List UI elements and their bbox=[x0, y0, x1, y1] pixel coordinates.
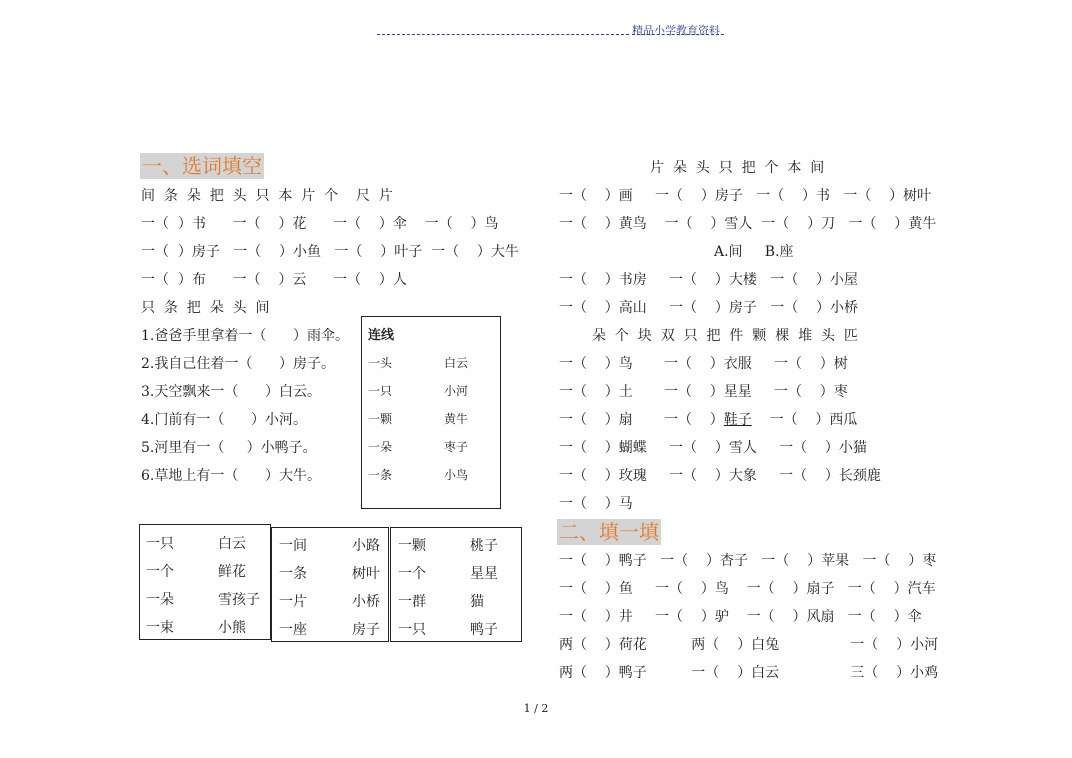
match-left: 一朵 bbox=[368, 440, 393, 454]
box-left: 一只 bbox=[146, 536, 174, 552]
fill-row: 一（ ）画 一（ ）房子 一（ ）书 一（ ）树叶 bbox=[559, 188, 932, 204]
match-right: 白云 bbox=[444, 356, 469, 370]
fill-row: 一（ ）书 一（ ）花 一（ ）伞 一（ ）鸟 bbox=[141, 216, 499, 232]
matching-box-1 bbox=[139, 524, 271, 640]
underlined-word: 鞋子 bbox=[723, 412, 752, 428]
box-left: 一颗 bbox=[398, 538, 426, 554]
match-left: 一颗 bbox=[368, 412, 393, 426]
box-left: 一只 bbox=[398, 622, 426, 638]
header-title: 精品小学教育资料 bbox=[632, 24, 720, 37]
fill-row-start: 一（ ）扇 一（ ） bbox=[559, 412, 724, 428]
fill-row: 一（ ）布 一（ ）云 一（ ）人 bbox=[141, 272, 407, 288]
fill-row: 两（ ）鸭子 一（ ）白云 三（ ）小鸡 bbox=[559, 665, 939, 681]
box-right: 小桥 bbox=[352, 594, 380, 610]
sentence: 6.草地上有一（ ）大牛。 bbox=[141, 468, 322, 484]
fill-row: 一（ ）鸟 一（ ）衣服 一（ ）树 bbox=[559, 356, 848, 372]
box-left: 一间 bbox=[279, 538, 307, 554]
fill-row: 一（ ）玫瑰 一（ ）大象 一（ ）长颈鹿 bbox=[559, 468, 881, 484]
match-right: 小鸟 bbox=[444, 468, 469, 482]
box-right: 猫 bbox=[470, 594, 484, 610]
fill-row: 一（ ）马 bbox=[559, 496, 633, 512]
box-right: 白云 bbox=[218, 536, 246, 552]
match-right: 小河 bbox=[444, 384, 469, 398]
header-underline bbox=[632, 34, 724, 35]
box-right: 鲜花 bbox=[218, 564, 246, 580]
box-right: 小路 bbox=[352, 538, 380, 554]
box-left: 一束 bbox=[146, 620, 174, 636]
fill-row: 一（ ）鸭子 一（ ）杏子 一（ ）苹果 一（ ）枣 bbox=[559, 553, 937, 569]
section-2-title: 二、填一填 bbox=[559, 520, 659, 544]
sentence: 3.天空飘来一（ ）白云。 bbox=[141, 384, 322, 400]
word-bank-2: 只 条 把 朵 头 间 bbox=[141, 300, 270, 316]
fill-row: 一（ ）鱼 一（ ）鸟 一（ ）扇子 一（ ）汽车 bbox=[559, 581, 936, 597]
box-left: 一群 bbox=[398, 594, 426, 610]
box-right: 鸭子 bbox=[470, 622, 498, 638]
word-bank-3: 片 朵 头 只 把 个 本 间 bbox=[650, 160, 825, 176]
sentence: 5.河里有一（ ）小鸭子。 bbox=[141, 440, 317, 456]
box-left: 一片 bbox=[279, 594, 307, 610]
matching-box-2 bbox=[271, 527, 389, 642]
section-1-title: 一、选词填空 bbox=[142, 154, 262, 178]
box-right: 小熊 bbox=[218, 620, 246, 636]
match-left: 一只 bbox=[368, 384, 393, 398]
fill-row: 一（ ）黄鸟 一（ ）雪人 一（ ）刀 一（ ）黄牛 bbox=[559, 216, 937, 232]
box-left: 一朵 bbox=[146, 592, 174, 608]
options: A.间 B.座 bbox=[714, 244, 794, 260]
fill-row: 两（ ）荷花 两（ ）白兔 一（ ）小河 bbox=[559, 637, 939, 653]
box-left: 一条 bbox=[279, 566, 307, 582]
box-right: 房子 bbox=[352, 622, 380, 638]
fill-row: 一（ ）书房 一（ ）大楼 一（ ）小屋 bbox=[559, 272, 859, 288]
fill-row: 一（ ）土 一（ ）星星 一（ ）枣 bbox=[559, 384, 848, 400]
box-left: 一个 bbox=[398, 566, 426, 582]
box-right: 桃子 bbox=[470, 538, 498, 554]
sentence: 2.我自己住着一（ ）房子。 bbox=[141, 356, 336, 372]
header-dashed-line bbox=[377, 34, 629, 35]
match-right: 黄牛 bbox=[444, 412, 469, 426]
page-number: 1 / 2 bbox=[523, 702, 549, 715]
fill-row-end: 一（ ）西瓜 bbox=[751, 412, 858, 428]
box-right: 星星 bbox=[470, 566, 498, 582]
box-right: 树叶 bbox=[352, 566, 380, 582]
fill-row: 一（ ）房子 一（ ）小鱼 一（ ）叶子 一（ ）大牛 bbox=[141, 244, 519, 260]
word-bank-1: 间 条 朵 把 头 只 本 片 个 尺 片 bbox=[141, 188, 393, 204]
sentence: 1.爸爸手里拿着一（ ）雨伞。 bbox=[141, 328, 350, 344]
fill-row: 一（ ）井 一（ ）驴 一（ ）风扇 一（ ）伞 bbox=[559, 609, 922, 625]
match-right: 枣子 bbox=[444, 440, 469, 454]
matching-box bbox=[361, 316, 501, 509]
fill-row bbox=[559, 411, 857, 429]
sentence: 4.门前有一（ ）小河。 bbox=[141, 412, 308, 428]
box-left: 一座 bbox=[279, 622, 307, 638]
word-bank-4: 朵 个 块 双 只 把 件 颗 棵 堆 头 匹 bbox=[592, 328, 858, 344]
fill-row: 一（ ）高山 一（ ）房子 一（ ）小桥 bbox=[559, 300, 859, 316]
fill-row: 一（ ）蝴蝶 一（ ）雪人 一（ ）小猫 bbox=[559, 440, 867, 456]
matching-title: 连线 bbox=[368, 328, 395, 343]
match-left: 一条 bbox=[368, 468, 393, 482]
box-left: 一个 bbox=[146, 564, 174, 580]
box-right: 雪孩子 bbox=[218, 592, 260, 608]
matching-box-3 bbox=[390, 527, 522, 642]
match-left: 一头 bbox=[368, 356, 393, 370]
